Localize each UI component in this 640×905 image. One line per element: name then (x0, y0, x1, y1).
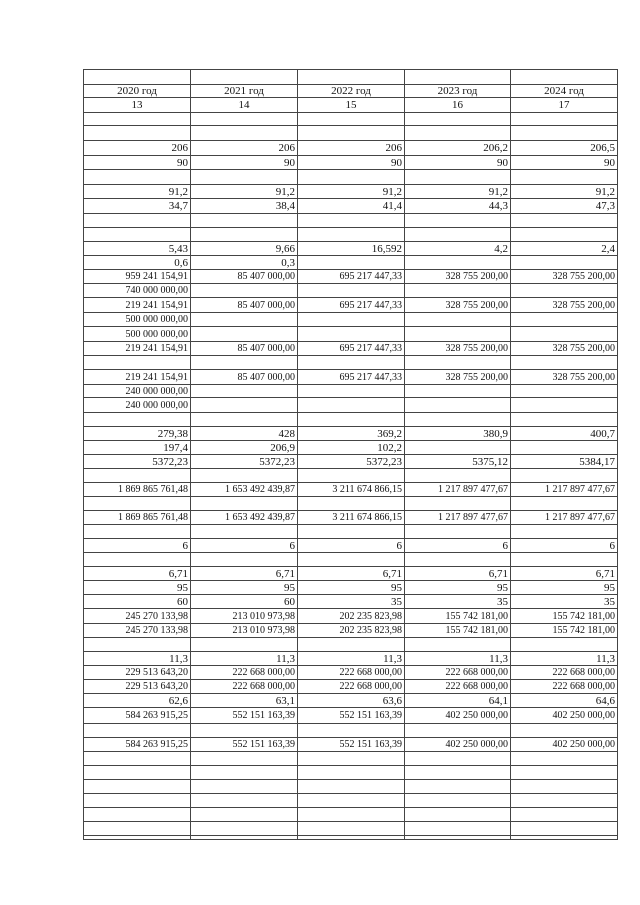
table-cell (297, 553, 404, 567)
table-cell: 428 (190, 427, 297, 441)
table-cell (190, 780, 297, 794)
table-cell: 3 211 674 866,15 (297, 511, 404, 525)
table-cell: 4,2 (404, 242, 510, 256)
table-cell: 155 742 181,00 (404, 624, 510, 638)
table-cell (510, 724, 618, 738)
table-cell (83, 170, 190, 185)
table-cell (510, 497, 618, 511)
table-cell: 1 217 897 477,67 (404, 511, 510, 525)
table-cell (297, 469, 404, 483)
table-cell: 328 755 200,00 (510, 270, 618, 284)
table-cell (190, 228, 297, 242)
table-cell: 402 250 000,00 (510, 738, 618, 752)
table-cell: 95 (510, 581, 618, 595)
year-header-cell: 2020 год (83, 85, 190, 98)
table-cell: 34,7 (83, 199, 190, 214)
table-cell: 328 755 200,00 (510, 298, 618, 313)
table-cell (83, 724, 190, 738)
table-cell: 1 217 897 477,67 (510, 483, 618, 497)
table-cell: 5375,12 (404, 455, 510, 469)
table-cell: 6 (297, 539, 404, 553)
table-cell (404, 327, 510, 342)
table-cell: 102,2 (297, 441, 404, 455)
table-cell (404, 525, 510, 539)
table-cell: 63,6 (297, 694, 404, 708)
table-cell: 41,4 (297, 199, 404, 214)
table-cell (510, 780, 618, 794)
table-cell (297, 836, 404, 840)
table-cell (297, 327, 404, 342)
blank-header-cell (404, 69, 510, 85)
table-cell: 0,6 (83, 256, 190, 270)
table-cell: 500 000 000,00 (83, 313, 190, 327)
table-cell: 740 000 000,00 (83, 284, 190, 298)
table-cell: 213 010 973,98 (190, 609, 297, 624)
table-cell (83, 752, 190, 766)
blank-header-cell (510, 69, 618, 85)
table-cell: 229 513 643,20 (83, 680, 190, 694)
table-cell (190, 385, 297, 398)
table-cell (297, 256, 404, 270)
table-cell: 5372,23 (190, 455, 297, 469)
table-cell: 222 668 000,00 (190, 680, 297, 694)
table-cell: 91,2 (83, 185, 190, 199)
table-cell: 222 668 000,00 (297, 666, 404, 680)
table-cell: 328 755 200,00 (404, 270, 510, 284)
table-cell (510, 126, 618, 141)
table-cell (297, 638, 404, 652)
table-cell: 206,2 (404, 141, 510, 156)
column-number-cell: 14 (190, 98, 297, 113)
table-cell (510, 553, 618, 567)
table-cell (510, 525, 618, 539)
table-cell (83, 794, 190, 808)
table-cell: 5372,23 (83, 455, 190, 469)
table-cell: 328 755 200,00 (404, 298, 510, 313)
table-cell (83, 808, 190, 822)
table-cell: 695 217 447,33 (297, 370, 404, 385)
table-cell (510, 313, 618, 327)
table-cell (404, 441, 510, 455)
table-cell (510, 794, 618, 808)
table-cell: 328 755 200,00 (404, 370, 510, 385)
table-cell: 552 151 163,39 (297, 738, 404, 752)
table-cell: 47,3 (510, 199, 618, 214)
table-cell (297, 794, 404, 808)
table-cell (297, 126, 404, 141)
table-cell (83, 214, 190, 228)
table-cell: 402 250 000,00 (404, 708, 510, 724)
table-cell: 380,9 (404, 427, 510, 441)
table-cell: 584 263 915,25 (83, 738, 190, 752)
table-cell: 95 (83, 581, 190, 595)
table-cell (404, 724, 510, 738)
table-cell (510, 822, 618, 836)
table-cell (510, 113, 618, 126)
table-cell: 6,71 (190, 567, 297, 581)
table-cell (297, 766, 404, 780)
table-cell: 11,3 (297, 652, 404, 666)
table-cell: 11,3 (190, 652, 297, 666)
table-cell (404, 836, 510, 840)
table-cell: 5,43 (83, 242, 190, 256)
table-cell (510, 256, 618, 270)
column-number-cell: 15 (297, 98, 404, 113)
table-cell (190, 752, 297, 766)
table-cell (83, 126, 190, 141)
table-cell (404, 808, 510, 822)
table-cell: 91,2 (190, 185, 297, 199)
table-cell: 90 (83, 156, 190, 170)
table-cell (190, 766, 297, 780)
table-cell (510, 398, 618, 413)
table-cell: 6,71 (297, 567, 404, 581)
table-cell: 240 000 000,00 (83, 398, 190, 413)
year-header-cell: 2022 год (297, 85, 404, 98)
table-cell: 16,592 (297, 242, 404, 256)
table-cell: 552 151 163,39 (190, 708, 297, 724)
table-cell (510, 170, 618, 185)
table-cell: 202 235 823,98 (297, 624, 404, 638)
table-cell (510, 441, 618, 455)
table-cell: 219 241 154,91 (83, 370, 190, 385)
table-cell: 328 755 200,00 (510, 342, 618, 356)
table-cell: 229 513 643,20 (83, 666, 190, 680)
blank-header-cell (83, 69, 190, 85)
table-cell (510, 752, 618, 766)
table-cell (83, 638, 190, 652)
table-cell (190, 808, 297, 822)
table-cell (297, 808, 404, 822)
table-cell: 95 (297, 581, 404, 595)
table-cell (297, 497, 404, 511)
table-cell (190, 794, 297, 808)
table-cell: 552 151 163,39 (190, 738, 297, 752)
table-cell (404, 638, 510, 652)
table-cell: 6,71 (510, 567, 618, 581)
table-cell (404, 398, 510, 413)
table-cell (404, 313, 510, 327)
column-number-cell: 17 (510, 98, 618, 113)
table-cell (510, 327, 618, 342)
table-cell: 222 668 000,00 (404, 680, 510, 694)
table-cell: 91,2 (404, 185, 510, 199)
table-cell (190, 638, 297, 652)
table-cell (297, 170, 404, 185)
table-cell: 222 668 000,00 (404, 666, 510, 680)
table-cell: 328 755 200,00 (510, 370, 618, 385)
table-cell (404, 214, 510, 228)
table-cell (510, 413, 618, 427)
blank-header-cell (190, 69, 297, 85)
table-cell: 222 668 000,00 (510, 680, 618, 694)
table-cell: 11,3 (404, 652, 510, 666)
column-number-cell: 16 (404, 98, 510, 113)
table-cell: 90 (510, 156, 618, 170)
table-cell: 6,71 (404, 567, 510, 581)
blank-header-cell (297, 69, 404, 85)
table-cell: 91,2 (510, 185, 618, 199)
table-cell (404, 413, 510, 427)
table-cell (297, 356, 404, 370)
table-cell: 62,6 (83, 694, 190, 708)
table-cell: 11,3 (510, 652, 618, 666)
table-cell: 155 742 181,00 (510, 609, 618, 624)
table-cell: 1 217 897 477,67 (404, 483, 510, 497)
table-cell: 279,38 (83, 427, 190, 441)
table-cell (404, 752, 510, 766)
table-cell (190, 413, 297, 427)
table-cell: 64,6 (510, 694, 618, 708)
table-cell (297, 752, 404, 766)
table-cell: 5384,17 (510, 455, 618, 469)
table-cell (297, 113, 404, 126)
table-cell (190, 327, 297, 342)
table-cell (190, 356, 297, 370)
table-cell: 695 217 447,33 (297, 298, 404, 313)
table-cell: 3 211 674 866,15 (297, 483, 404, 497)
table-cell (297, 228, 404, 242)
table-cell (83, 497, 190, 511)
table-cell (404, 794, 510, 808)
table-cell (297, 525, 404, 539)
table-cell (83, 822, 190, 836)
table-cell: 400,7 (510, 427, 618, 441)
table-cell: 695 217 447,33 (297, 342, 404, 356)
table-cell (190, 525, 297, 539)
table-cell (510, 385, 618, 398)
table-cell (83, 780, 190, 794)
table-cell (510, 214, 618, 228)
table-cell: 85 407 000,00 (190, 370, 297, 385)
table-cell (190, 126, 297, 141)
table-cell: 1 869 865 761,48 (83, 483, 190, 497)
table-cell: 5372,23 (297, 455, 404, 469)
table-cell: 222 668 000,00 (510, 666, 618, 680)
table-cell (190, 724, 297, 738)
table-cell (83, 113, 190, 126)
table-cell (510, 766, 618, 780)
table-cell (297, 822, 404, 836)
table-cell: 552 151 163,39 (297, 708, 404, 724)
table-cell: 206 (83, 141, 190, 156)
table-cell (190, 313, 297, 327)
table-cell: 85 407 000,00 (190, 342, 297, 356)
table-cell: 6 (404, 539, 510, 553)
table-cell (190, 836, 297, 840)
table-cell: 206,5 (510, 141, 618, 156)
table-cell: 500 000 000,00 (83, 327, 190, 342)
table-cell: 240 000 000,00 (83, 385, 190, 398)
table-cell: 219 241 154,91 (83, 342, 190, 356)
table-cell (190, 113, 297, 126)
table-cell (190, 469, 297, 483)
table-cell (83, 553, 190, 567)
table-cell: 213 010 973,98 (190, 624, 297, 638)
table-cell: 85 407 000,00 (190, 298, 297, 313)
table-cell: 402 250 000,00 (510, 708, 618, 724)
table-cell (190, 398, 297, 413)
table-cell (404, 356, 510, 370)
table-cell (404, 385, 510, 398)
table-cell (83, 525, 190, 539)
table-cell: 402 250 000,00 (404, 738, 510, 752)
table-cell: 90 (190, 156, 297, 170)
table-cell: 197,4 (83, 441, 190, 455)
table-cell (297, 313, 404, 327)
table-cell: 95 (404, 581, 510, 595)
year-header-cell: 2023 год (404, 85, 510, 98)
table-cell (404, 228, 510, 242)
table-cell: 1 217 897 477,67 (510, 511, 618, 525)
table-cell (510, 808, 618, 822)
table-cell: 64,1 (404, 694, 510, 708)
table-cell: 328 755 200,00 (404, 342, 510, 356)
table-cell (297, 214, 404, 228)
table-cell: 6 (510, 539, 618, 553)
table-cell: 85 407 000,00 (190, 270, 297, 284)
table-cell: 6 (83, 539, 190, 553)
table-cell (297, 385, 404, 398)
table-cell (297, 413, 404, 427)
table-cell: 584 263 915,25 (83, 708, 190, 724)
table-cell (190, 170, 297, 185)
table-cell: 245 270 133,98 (83, 624, 190, 638)
table-cell (190, 284, 297, 298)
table-cell (404, 822, 510, 836)
table-cell (83, 413, 190, 427)
table-cell: 219 241 154,91 (83, 298, 190, 313)
table-cell: 35 (297, 595, 404, 609)
table-cell: 1 653 492 439,87 (190, 483, 297, 497)
table-cell (404, 284, 510, 298)
table-cell (297, 398, 404, 413)
table-cell (190, 553, 297, 567)
table-cell: 95 (190, 581, 297, 595)
table-cell (404, 553, 510, 567)
column-number-cell: 13 (83, 98, 190, 113)
table-cell: 60 (190, 595, 297, 609)
table-cell: 44,3 (404, 199, 510, 214)
table-cell (404, 469, 510, 483)
table-cell: 369,2 (297, 427, 404, 441)
table-cell: 35 (404, 595, 510, 609)
table-cell: 60 (83, 595, 190, 609)
table-cell: 222 668 000,00 (190, 666, 297, 680)
table-cell (190, 822, 297, 836)
table-cell (404, 497, 510, 511)
table-cell: 959 241 154,91 (83, 270, 190, 284)
table-cell: 155 742 181,00 (404, 609, 510, 624)
table-cell: 1 869 865 761,48 (83, 511, 190, 525)
table-cell (297, 780, 404, 794)
table-cell: 11,3 (83, 652, 190, 666)
table-cell (404, 126, 510, 141)
table-cell: 222 668 000,00 (297, 680, 404, 694)
table-cell: 63,1 (190, 694, 297, 708)
table-cell (404, 170, 510, 185)
table-cell (404, 113, 510, 126)
table-cell: 6 (190, 539, 297, 553)
table-cell: 35 (510, 595, 618, 609)
table-cell: 90 (404, 156, 510, 170)
table-cell (404, 766, 510, 780)
table-cell (297, 724, 404, 738)
table-cell: 206 (190, 141, 297, 156)
table-cell (83, 228, 190, 242)
table-cell (83, 469, 190, 483)
table-cell (404, 256, 510, 270)
year-header-cell: 2024 год (510, 85, 618, 98)
table-cell (510, 356, 618, 370)
table-cell: 91,2 (297, 185, 404, 199)
table-cell: 38,4 (190, 199, 297, 214)
table-cell (83, 766, 190, 780)
table-cell (190, 214, 297, 228)
table-cell: 9,66 (190, 242, 297, 256)
table-cell: 0,3 (190, 256, 297, 270)
table-cell (510, 469, 618, 483)
table-cell: 90 (297, 156, 404, 170)
table-cell (510, 284, 618, 298)
table-cell (404, 780, 510, 794)
table-cell: 2,4 (510, 242, 618, 256)
table-cell (83, 836, 190, 840)
table-cell: 695 217 447,33 (297, 270, 404, 284)
table-cell: 6,71 (83, 567, 190, 581)
table-cell (190, 497, 297, 511)
table-cell (510, 836, 618, 840)
table-cell: 206,9 (190, 441, 297, 455)
year-header-cell: 2021 год (190, 85, 297, 98)
table-cell: 245 270 133,98 (83, 609, 190, 624)
table-cell: 1 653 492 439,87 (190, 511, 297, 525)
table-cell: 206 (297, 141, 404, 156)
table-cell (510, 228, 618, 242)
table-cell (83, 356, 190, 370)
table-cell: 155 742 181,00 (510, 624, 618, 638)
table-cell (297, 284, 404, 298)
table-cell: 202 235 823,98 (297, 609, 404, 624)
table-cell (510, 638, 618, 652)
